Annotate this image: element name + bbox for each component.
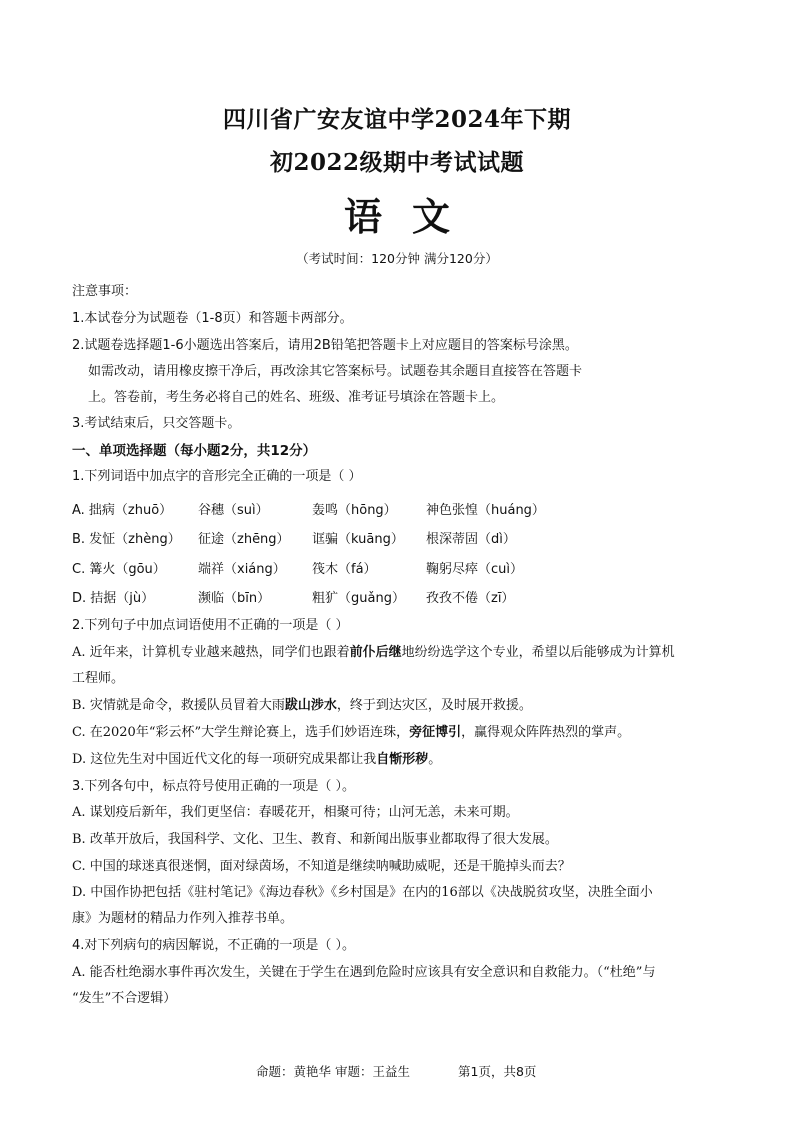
- q3-option-d-cont: 康》为题材的精品力作列入推荐书单。: [72, 911, 294, 926]
- q1-option-c-1: C. 篝火（gōu）: [72, 562, 166, 577]
- q1-option-b-3: 诓骗（kuāng）: [312, 532, 404, 547]
- q1-option-c-4: 鞠躬尽瘁（cuì）: [426, 562, 523, 577]
- notice-item-2b: 如需改动，请用橡皮擦干净后，再改涂其它答案标号。试题卷其余题目直接答在答题卡: [88, 364, 583, 379]
- notice-item-2c: 上。答卷前，考生务必将自己的姓名、班级、准考证号填涂在答题卡上。: [88, 390, 505, 405]
- q1-option-a-3: 轰鸣（hōng）: [312, 503, 397, 518]
- question-1-stem: 1.下列词语中加点字的音形完全正确的一项是（ ）: [72, 469, 362, 484]
- exam-subtitle: 初2022级期中考试试题: [269, 149, 524, 176]
- q1-option-a-2: 谷穗（suì）: [198, 503, 269, 518]
- q2-option-c: [72, 724, 630, 742]
- q1-option-a-4: 神色张惶（huáng）: [426, 503, 545, 518]
- footer-authors: 命题：黄艳华 审题：王益生: [256, 1064, 410, 1079]
- q2-option-d-text-end: 。: [428, 752, 442, 767]
- notice-item-1: 1.本试卷分为试题卷（1-8页）和答题卡两部分。: [72, 311, 353, 326]
- exam-title: 四川省广安友谊中学2024年下期: [222, 106, 571, 133]
- q2-option-b-text-end: ，终于到达灾区，及时展开救援。: [336, 698, 532, 713]
- q2-option-a-cont: 工程师。: [72, 671, 125, 686]
- subject-title: 语文: [343, 194, 480, 239]
- question-2-stem: 2.下列句子中加点词语使用不正确的一项是（ ）: [72, 618, 349, 633]
- section-heading: 一、单项选择题（每小题2分，共12分）: [72, 443, 317, 459]
- q2-option-b-text: B. 灾情就是命令，救援队员冒着大雨: [72, 698, 285, 713]
- q2-option-a-text: A. 近年来，计算机专业越来越热，同学们也跟着: [72, 645, 350, 660]
- q2-option-a-term: 前仆后继: [349, 645, 402, 660]
- q1-option-c-3: 筏木（fá）: [312, 562, 377, 577]
- notice-item-3: 3.考试结束后，只交答题卡。: [72, 416, 241, 431]
- q1-option-c-2: 端祥（xiáng）: [198, 562, 286, 577]
- notice-item-2a: 2.试题卷选择题1-6小题选出答案后，请用2B铅笔把答题卡上对应题目的答案标号涂黑。: [72, 338, 578, 353]
- q3-option-b: B. 改革开放后，我国科学、文化、卫生、教育、和新闻出版事业都取得了很大发展。: [72, 832, 558, 847]
- q4-option-a: A. 能否杜绝溺水事件再次发生，关键在于学生在遇到危险时应该具有安全意识和自救能力。（“杜绝”与: [72, 965, 656, 980]
- footer-page-number: 第1页，共8页: [458, 1064, 537, 1079]
- q2-option-b-term: 跋山涉水: [284, 698, 337, 713]
- q3-option-a: A. 谋划疫后新年，我们更坚信：春暖花开，相聚可待；山河无恙，未来可期。: [72, 805, 519, 820]
- q2-option-d-term: 自惭形秽: [376, 752, 429, 767]
- q2-option-a-text-end: 地纷纷选学这个专业，希望以后能够成为计算机: [401, 645, 675, 660]
- q2-option-a: [72, 644, 675, 662]
- question-3-stem: 3.下列各句中，标点符号使用正确的一项是（ ）。: [72, 779, 356, 794]
- q1-option-a-1: A. 拙病（zhuō）: [72, 503, 173, 518]
- q2-option-d-text: D. 这位先生对中国近代文化的每一项研究成果都让我: [72, 752, 377, 767]
- q2-option-d: [72, 751, 441, 769]
- q1-option-b-4: 根深蒂固（dì）: [426, 532, 516, 547]
- question-4-stem: 4.对下列病句的病因解说，不正确的一项是（ ）。: [72, 938, 356, 953]
- q1-option-d-2: 濒临（bīn）: [198, 591, 271, 606]
- q3-option-d: D. 中国作协把包括《驻村笔记》《海边春秋》《乡村国是》在内的16部以《决战脱贫攻坚，决胜全面小: [72, 885, 653, 900]
- q1-option-b-2: 征途（zhēng）: [198, 532, 290, 547]
- q2-option-c-text-end: ，赢得观众阵阵热烈的掌声。: [461, 725, 631, 740]
- notice-heading: 注意事项：: [72, 284, 138, 299]
- q1-option-d-3: 粗犷（guǎng）: [312, 591, 405, 606]
- q2-option-c-term: 旁征博引: [409, 725, 462, 740]
- q2-option-b: [72, 697, 532, 715]
- q1-option-d-1: D. 拮据（jù）: [72, 591, 155, 606]
- q4-option-a-cont: “发生”不合逻辑）: [72, 991, 177, 1006]
- q1-option-b-1: B. 发怔（zhèng）: [72, 532, 181, 547]
- q3-option-c: C. 中国的球迷真很迷惘，面对绿茵场，不知道是继续呐喊助威呢，还是干脆掉头而去？: [72, 859, 571, 874]
- q2-option-c-text: C. 在2020年“彩云杯”大学生辩论赛上，选手们妙语连珠，: [72, 725, 410, 740]
- q1-option-d-4: 孜孜不倦（zī）: [426, 591, 515, 606]
- exam-info: （考试时间：120分钟 满分120分）: [296, 251, 498, 266]
